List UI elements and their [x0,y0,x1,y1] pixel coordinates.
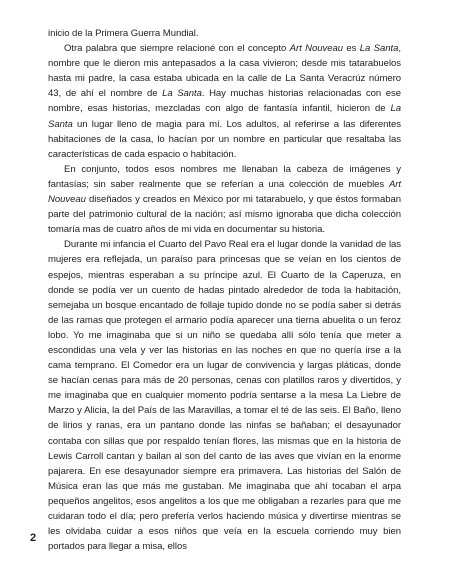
italic-text-run: La Santa [162,88,202,100]
italic-text-run: Art Nouveau [289,43,343,55]
text-run: diseñados y creados en México por mi tatarabuelo, y que éstos formaban parte del patrimonio cultural de la nación; así mismo ignoraba que dicha colección tomaría mas de cuatro años de mi vida en documentar su historia. [48,194,401,236]
text-run: es [342,43,360,55]
text-run: un lugar lleno de magia para mí. Los adultos, al referirse a las diferentes habitaciones de la casa, lo hacían por un nombre en particular que resaltaba las características de cada espacio o habitación. [48,118,401,160]
text-run: . Hay muchas historias relacionadas con ese nombre, esas historias, mezcladas con algo de fantasía infantil, hicieron de [48,88,402,115]
paragraph-2 [48,162,401,237]
body-text [48,26,401,554]
italic-text-run: La Santa [48,103,401,130]
paragraph-0 [48,26,401,41]
italic-text-run: La Santa [359,43,399,55]
text-run: Durante mi infancia el Cuarto del Pavo Real era el lugar donde la vanidad de las mujeres era reflejada, un paraíso para princesas que se veían en los cientos de espejos, mientras esperaban a su príncipe azul. El Cuarto de la Caperuza, en donde se podía ver un cuento de hadas pintado alrededor de toda la habitación, semejaba un bosque encantado de follaje tupido donde no se podía saber si detrás de las ramas que protegen el armario podía aparecer una tierna abuelita o un feroz lobo. Yo me imaginaba que si un niño se quedaba allí sólo tenía que meter a escondidas una vela y ver las historias en las noches en que no quería irse a la cama temprano. El Comedor era un lugar de convivencia y largas pláticas, donde se hacían cenas para más de 20 personas, cenas con platillos raros y divertidos, y me imaginaba que en cualquier momento podría sentarse a la mesa La Liebre de Marzo y Alicia, la del País de las Maravillas, a tomar el té de las seis. El Baño, lleno de lirios y ranas, era un pantano donde las ninfas se bañaban; el desayunador contaba con sillas que por respaldo tenían flores, las mismas que en la historia de Lewis Carroll cantan y bailan al son del canto de las aves que vivían en la enorme pajarera. En ese desayunador siempre era primavera. Las historias del Salón de Música eran las que más me gustaban. Me imaginaba que ahí tocaban el arpa pequeños angelitos, esos angelitos a los que me obligaban a rezarles para que me cuidaran todo el día; pero prefería verlos haciendo música y divertirse mientras se les olvidaba cuidar a esos niños que veía en la escuela corriendo muy bien portados para llegar a misa, ellos [48,239,401,553]
text-run: inicio de la Primera Guerra Mundial. [48,28,199,39]
paragraph-3 [48,237,401,554]
text-run: En conjunto, todos esos nombres me llenaban la cabeza de imágenes y fantasías; sin saber realmente que se referían a una colección de muebles [48,163,401,190]
text-run: Otra palabra que siempre relacioné con el concepto [64,43,290,55]
text-run: , nombre que le dieron mis antepasados a la casa vivieron; desde mis tatarabuelos hasta mi padre, la casa estaba ubicada en la calle de La Santa Veracrúz número 43, de ahí el nombre de [48,43,401,100]
page-number: 2 [30,532,37,544]
italic-text-run: Art Nouveau [48,178,401,206]
paragraph-1 [48,41,401,162]
